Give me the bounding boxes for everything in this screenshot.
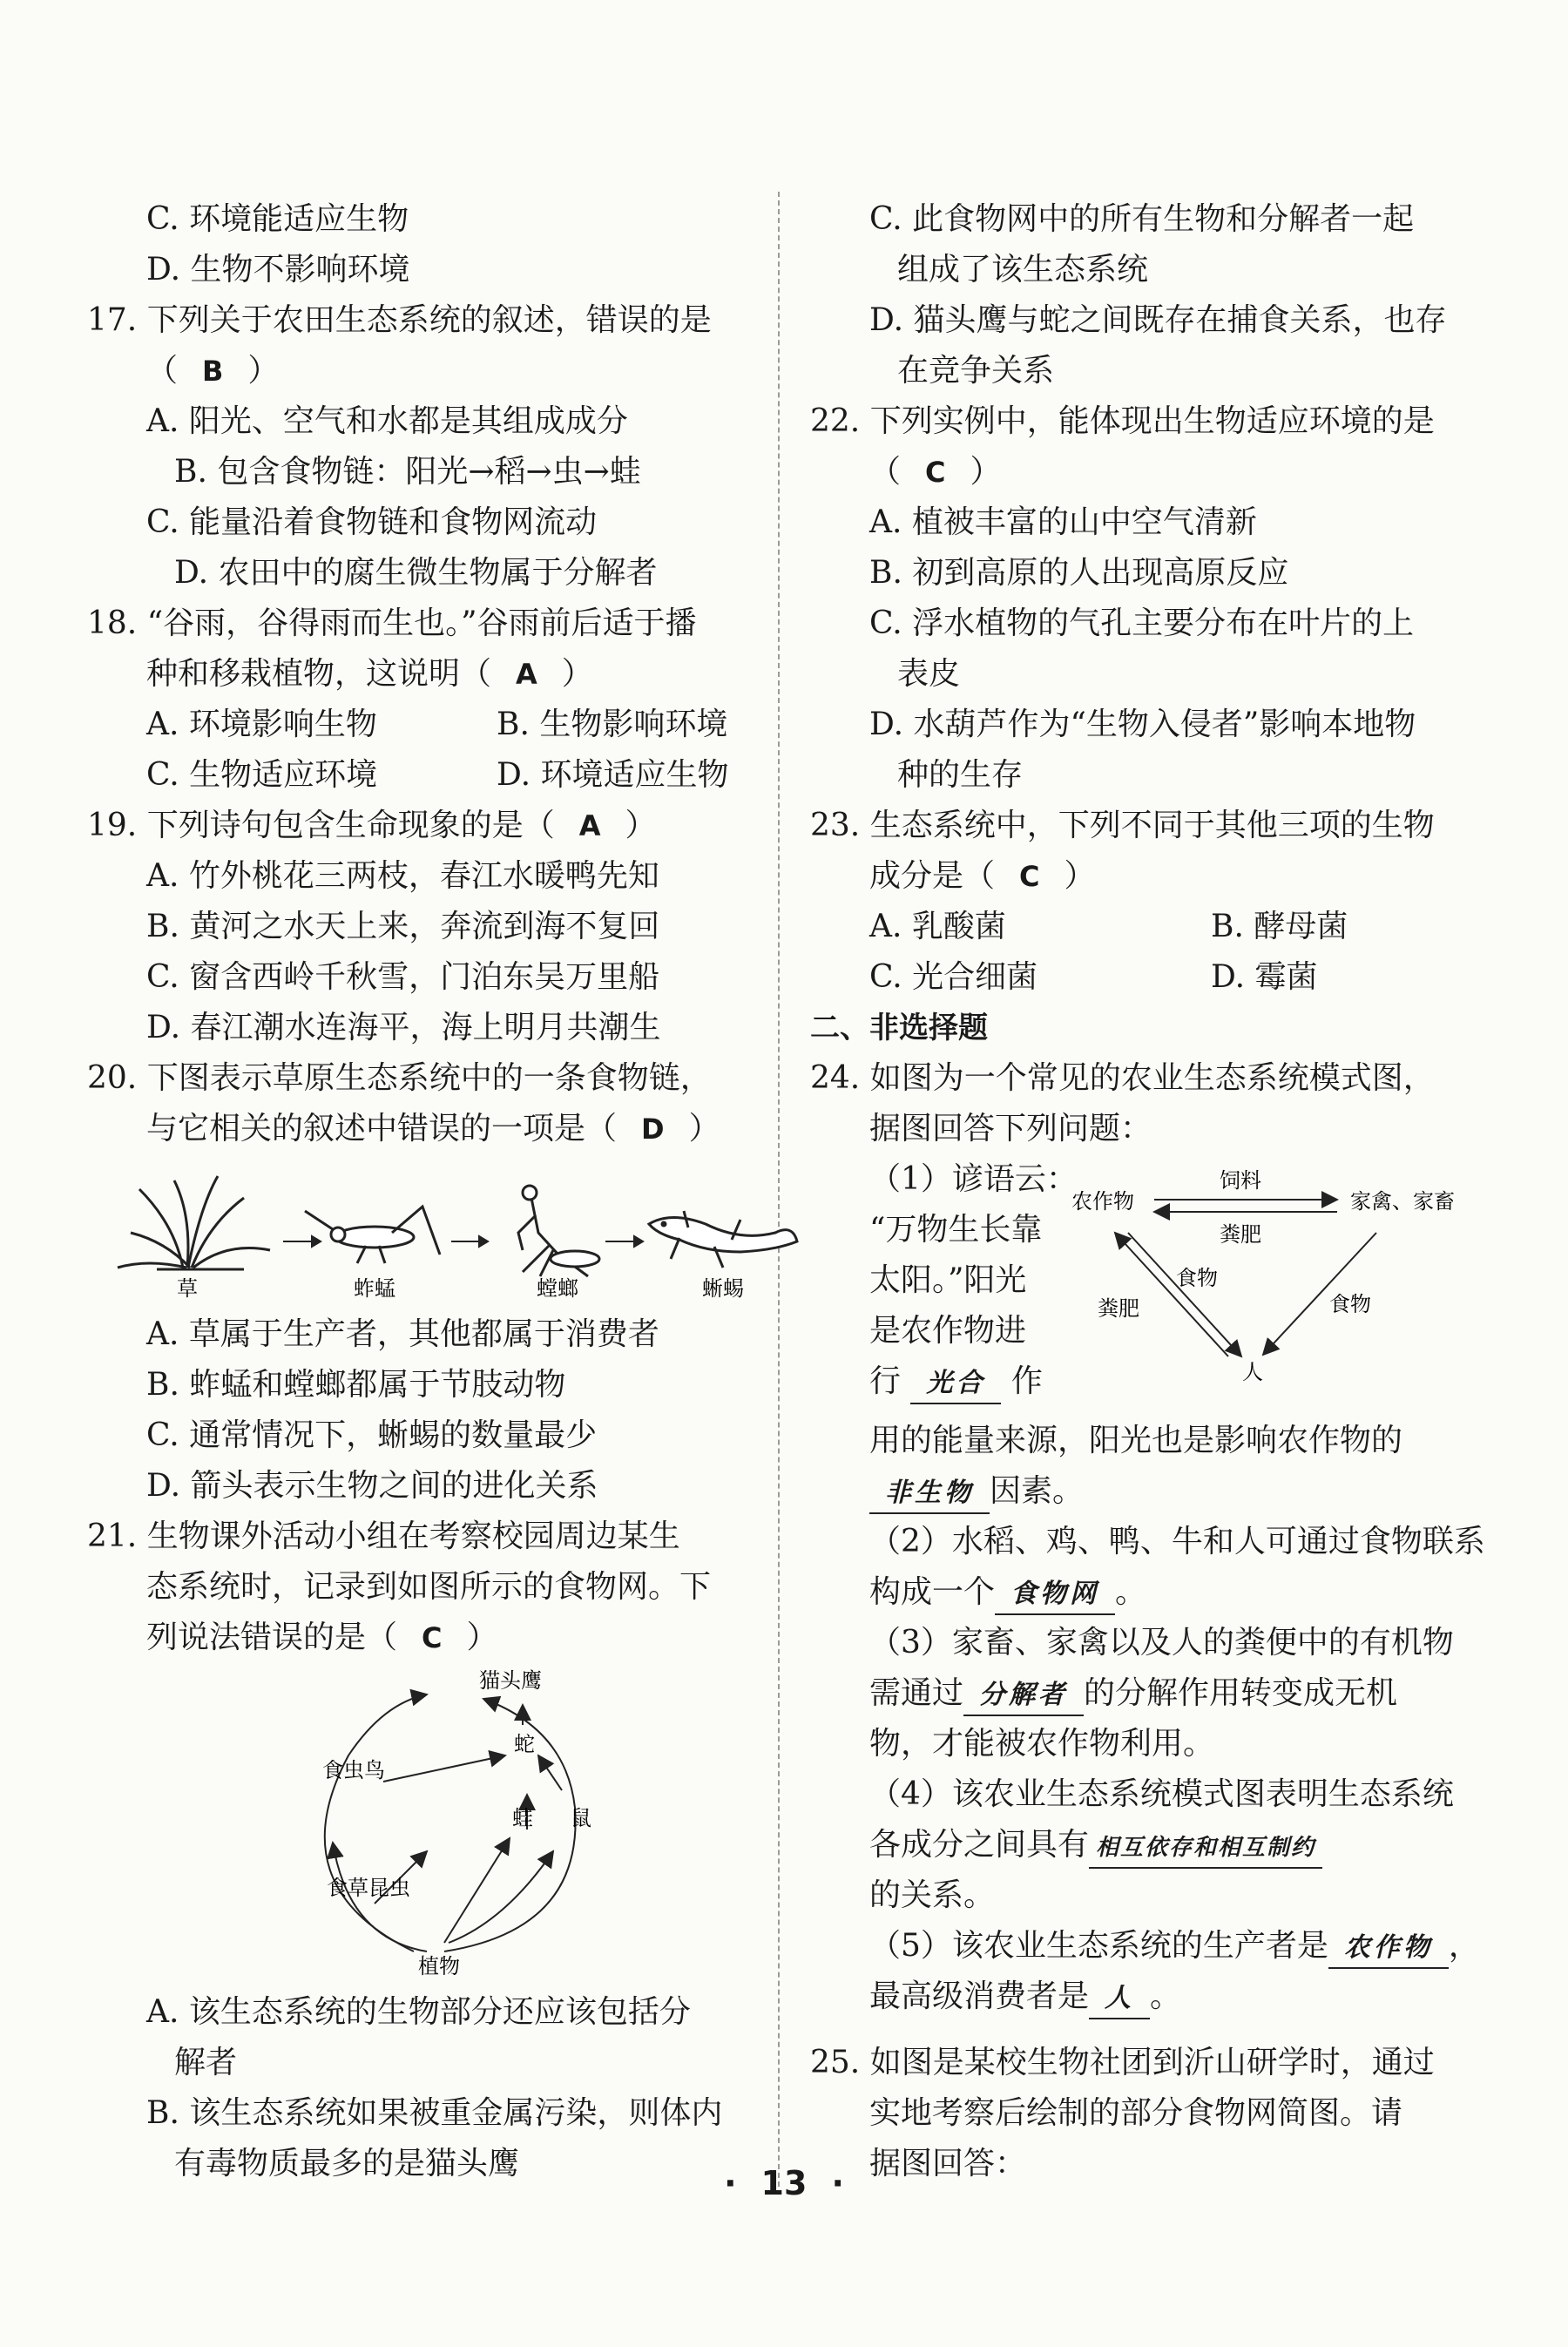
option-c: C. 生物适应环境 [146, 757, 378, 793]
paren: ） [247, 353, 280, 389]
edge-label-manure: 粪肥 [1098, 1296, 1139, 1321]
option-c: C. 浮水植物的气孔主要分布在叶片的上 [869, 605, 1415, 641]
answer-mark: C [925, 456, 946, 489]
option-a-cont: 解者 [174, 2045, 238, 2080]
option-d: D. 霉菌 [1211, 959, 1318, 995]
question-21-stem: 21. 生物课外活动小组在考察校园周边某生 [87, 1518, 680, 1554]
option-b: B. 黄河之水天上来，奔流到海不复回 [146, 909, 660, 944]
paren: ） [1064, 858, 1096, 894]
q24-part1-text: （1）谚语云： [869, 1161, 1078, 1197]
q24-part2-text [869, 1570, 1146, 1615]
answer-mark: B [202, 355, 224, 388]
option-b: B. 该生态系统如果被重金属污染，则体内 [146, 2095, 723, 2131]
stem-text: 列说法错误的是（ [146, 1620, 398, 1655]
edge-label-food: 食物 [1176, 1266, 1218, 1290]
text: 。 [1115, 1574, 1147, 1610]
text: 作 [1010, 1363, 1043, 1399]
q24-part3-text: （3）家畜、家禽以及人的粪便中的有机物 [869, 1625, 1454, 1660]
food-web-arrows [325, 1694, 576, 1951]
option-c: C. 能量沿着食物链和食物网流动 [146, 504, 598, 540]
option-c: C. 窗含西岭千秋雪，门泊东吴万里船 [146, 959, 660, 995]
q24-part1-text: 是农作物进 [869, 1313, 1027, 1349]
q24-part1-text: 用的能量来源，阳光也是影响农作物的 [869, 1423, 1403, 1458]
question-23-stem-2 [869, 854, 1096, 899]
bullet: · [724, 2164, 737, 2202]
option-d: D. 箭头表示生物之间的进化关系 [146, 1468, 598, 1504]
option-b: B. 初到高原的人出现高原反应 [869, 555, 1289, 591]
handwritten-answer: 农作物 [1328, 1929, 1449, 1969]
node-snake: 蛇 [514, 1732, 535, 1756]
chain-label: 草 [177, 1276, 198, 1301]
q24-part4-text: （4）该农业生态系统模式图表明生态系统 [869, 1776, 1454, 1812]
question-22-stem: 22. 下列实例中，能体现出生物适应环境的是 [810, 403, 1435, 439]
question-18-stem: 18. “谷雨，谷得雨而生也。”谷雨前后适于播 [87, 605, 697, 641]
question-25-stem-3: 据图回答： [869, 2146, 1027, 2181]
node-human: 人 [1242, 1360, 1263, 1381]
question-21-stem-2: 态系统时，记录到如图所示的食物网。下 [146, 1569, 712, 1605]
paren: （ [146, 353, 179, 389]
answer-mark: C [422, 1621, 443, 1654]
text: 行 [869, 1363, 902, 1399]
node-herbivore-insect: 食草昆虫 [327, 1876, 410, 1900]
question-19-stem [87, 803, 656, 849]
option-a: A. 阳光、空气和水都是其组成成分 [146, 403, 628, 439]
answer-mark: A [516, 658, 537, 691]
option-b: B. 包含食物链：阳光→稻→虫→蛙 [174, 454, 641, 490]
option-c-cont: 表皮 [897, 656, 961, 692]
q24-part3-text [869, 1671, 1397, 1716]
handwritten-answer: 食物网 [995, 1575, 1115, 1615]
answer-mark: A [578, 809, 601, 842]
question-25-stem: 25. 如图是某校生物社团到沂山研学时，通过 [810, 2045, 1435, 2080]
q24-part1-text [869, 1469, 1084, 1514]
option-b: B. 酵母菌 [1211, 909, 1348, 944]
option-a: A. 环境影响生物 [146, 707, 377, 742]
option-text: C. 环境能适应生物 [146, 201, 409, 237]
option-d: D. 水葫芦作为“生物入侵者”影响本地物 [869, 707, 1416, 742]
question-25-stem-2: 实地考察后绘制的部分食物网简图。请 [869, 2095, 1403, 2131]
question-17-stem: 17. 下列关于农田生态系统的叙述，错误的是 [87, 302, 712, 338]
text: 的分解作用转变成无机 [1084, 1675, 1398, 1711]
option-text: D. 生物不影响环境 [146, 252, 410, 287]
q24-part5-text [869, 1924, 1480, 1969]
question-17-answer-line [146, 348, 279, 394]
chain-label: 蜥蜴 [702, 1276, 744, 1301]
section-heading: 二、非选择题 [810, 1011, 988, 1045]
option-d: D. 环境适应生物 [497, 757, 729, 793]
edge-label-food: 食物 [1329, 1292, 1371, 1316]
food-web-diagram [261, 1668, 627, 1982]
food-chain-figure [113, 1172, 801, 1302]
q24-part3-text: 物，才能被农作物利用。 [869, 1726, 1215, 1762]
option-d: D. 春江潮水连海平，海上明月共潮生 [146, 1010, 661, 1045]
option-b-cont: 有毒物质最多的是猫头鹰 [174, 2146, 520, 2181]
option-a: A. 竹外桃花三两枝，春江水暖鸭先知 [146, 858, 659, 894]
option-a: A. 植被丰富的山中空气清新 [869, 504, 1257, 540]
option-c: C. 光合细菌 [869, 959, 1038, 995]
page-number-value: 13 [760, 2164, 808, 2202]
option-a: A. 草属于生产者，其他都属于消费者 [146, 1316, 659, 1352]
text: 构成一个 [869, 1574, 996, 1610]
question-20-stem: 20. 下图表示草原生态系统中的一条食物链， [87, 1060, 712, 1096]
chain-label: 蚱蜢 [354, 1276, 395, 1301]
q24-part4-text: 的关系。 [869, 1877, 996, 1913]
q24-part4-text [869, 1823, 1322, 1869]
text: 因素。 [990, 1473, 1085, 1509]
node-mouse: 鼠 [571, 1806, 591, 1830]
question-22-answer-line [869, 450, 1002, 495]
handwritten-answer: 光合 [910, 1364, 1001, 1404]
edge-label-feed: 饲料 [1220, 1168, 1261, 1193]
q24-part1-text: “万物生长靠 [869, 1212, 1043, 1248]
arrow-icon [283, 1236, 321, 1247]
paren: ） [561, 656, 593, 692]
handwritten-answer: 相互依存和相互制约 [1089, 1829, 1322, 1869]
stem-text: 种和移栽植物，这说明（ [146, 656, 492, 692]
text: 最高级消费者是 [869, 1978, 1090, 2014]
q24-part1-text [869, 1359, 1043, 1404]
arrow-icon [605, 1236, 643, 1247]
text: ， [1448, 1928, 1480, 1964]
answer-mark: D [641, 1113, 665, 1146]
stem-text: 19. 下列诗句包含生命现象的是（ [87, 808, 555, 843]
option-a: A. 该生态系统的生物部分还应该包括分 [146, 1994, 691, 2030]
option-d: D. 猫头鹰与蛇之间既存在捕食关系，也存 [869, 302, 1447, 338]
handwritten-answer: 非生物 [869, 1474, 990, 1514]
option-a: A. 乳酸菌 [869, 909, 1006, 944]
text: 各成分之间具有 [869, 1827, 1090, 1863]
paren: ） [466, 1620, 498, 1655]
node-frog: 蛙 [512, 1806, 533, 1830]
q24-part1-text: 太阳。”阳光 [869, 1262, 1027, 1298]
q24-part5-text [869, 1974, 1181, 2019]
handwritten-answer: 人 [1089, 1979, 1150, 2019]
option-d-cont: 在竞争关系 [897, 353, 1055, 389]
mantis-image [518, 1186, 599, 1276]
node-plant: 植物 [418, 1954, 460, 1978]
question-23-stem: 23. 生态系统中，下列不同于其他三项的生物 [810, 808, 1435, 843]
option-c: C. 通常情况下，蜥蜴的数量最少 [146, 1417, 598, 1453]
option-c-cont: 组成了该生态系统 [897, 252, 1149, 287]
q24-part2-text: （2）水稻、鸡、鸭、牛和人可通过食物联系 [869, 1524, 1485, 1559]
question-21-stem-3 [146, 1615, 498, 1660]
arrow-icon [451, 1236, 488, 1247]
option-d-cont: 种的生存 [897, 757, 1024, 793]
question-24-stem-2: 据图回答下列问题： [869, 1111, 1152, 1146]
paren: ） [688, 1111, 720, 1146]
text: （5）该农业生态系统的生产者是 [869, 1928, 1328, 1964]
option-d: D. 农田中的腐生微生物属于分解者 [174, 555, 658, 591]
paren: ） [625, 808, 657, 843]
question-24-stem: 24. 如图为一个常见的农业生态系统模式图， [810, 1060, 1435, 1096]
lizard-image [649, 1211, 797, 1268]
option-c: C. 此食物网中的所有生物和分解者一起 [869, 201, 1415, 237]
text: 。 [1150, 1978, 1182, 2014]
page-number [0, 2164, 1568, 2202]
stem-text: 成分是（ [869, 858, 996, 894]
text: 需通过 [869, 1675, 964, 1711]
node-owl: 猫头鹰 [479, 1668, 542, 1693]
chain-label: 螳螂 [537, 1276, 578, 1301]
node-livestock: 家禽、家畜 [1350, 1189, 1455, 1214]
answer-mark: C [1019, 860, 1040, 893]
grass-image [118, 1176, 270, 1269]
paren: （ [869, 454, 902, 490]
agriculture-ecosystem-diagram [1054, 1154, 1498, 1381]
node-crops: 农作物 [1071, 1189, 1134, 1214]
handwritten-answer: 分解者 [963, 1676, 1084, 1716]
bullet: · [831, 2164, 844, 2202]
question-18-stem-2 [146, 652, 593, 697]
question-20-stem-2 [146, 1106, 720, 1152]
stem-text: 与它相关的叙述中错误的一项是（ [146, 1111, 618, 1146]
option-b: B. 生物影响环境 [497, 707, 728, 742]
option-b: B. 蚱蜢和螳螂都属于节肢动物 [146, 1367, 566, 1403]
edge-label-manure: 粪肥 [1220, 1222, 1261, 1247]
grasshopper-image [305, 1207, 440, 1263]
paren: ） [970, 454, 1002, 490]
node-insect-bird: 食虫鸟 [322, 1758, 385, 1782]
